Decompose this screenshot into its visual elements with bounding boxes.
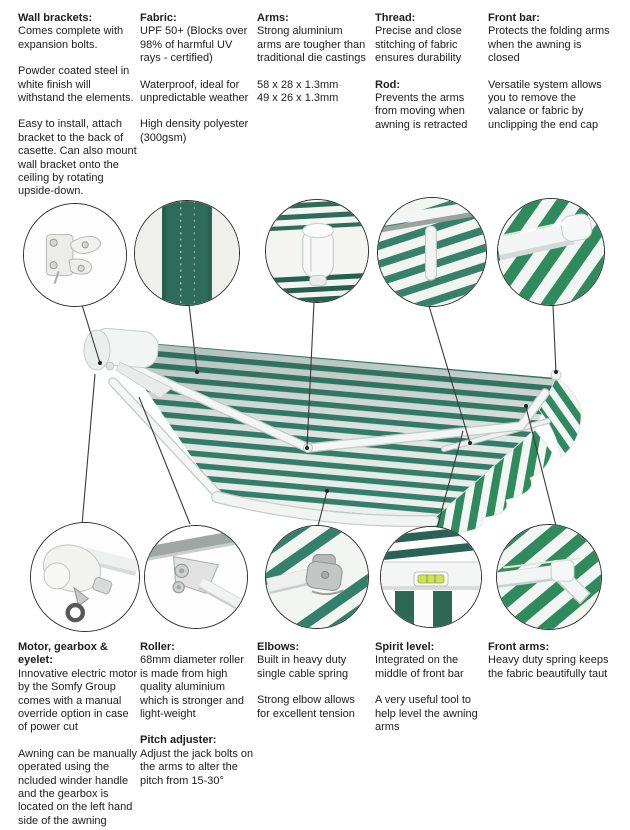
note-heading: Roller: bbox=[140, 641, 175, 653]
note-paragraph: Innovative electric motor by the Somfy Group comes with a manual override option in case of power cut bbox=[18, 667, 138, 734]
note-paragraph: Powder coated steel in white finish will withstand the elements. bbox=[18, 65, 134, 105]
motor-eyelet-photo bbox=[31, 523, 139, 631]
arm-joint-photo bbox=[266, 200, 368, 302]
callout-arm-joint bbox=[265, 199, 369, 303]
wall-bracket-photo bbox=[24, 204, 126, 306]
note-paragraph: Prevents the arms from moving when awning is retracted bbox=[375, 92, 468, 131]
note-thread-rod bbox=[375, 12, 481, 145]
note-front-bar bbox=[488, 12, 612, 145]
note-paragraph: Adjust the jack bolts on the arms to alter the pitch from 15-30° bbox=[140, 747, 254, 787]
note-paragraph: Integrated on the middle of front bar bbox=[375, 654, 464, 680]
note-heading: Rod: bbox=[375, 78, 401, 91]
rod-photo bbox=[378, 198, 486, 306]
callout-elbow-joint bbox=[265, 525, 369, 629]
callout-front-bar-endcap bbox=[497, 198, 605, 306]
note-heading: Pitch adjuster: bbox=[140, 734, 217, 747]
callout-motor-eyelet bbox=[30, 522, 140, 632]
fabric-stitching-photo bbox=[135, 201, 239, 305]
note-roller-pitch bbox=[140, 641, 254, 801]
note-paragraph: Awning can be manually operated using the ncluded winder handle and the gearbox is located on the left hand side of the awning bbox=[18, 747, 138, 827]
note-paragraph: UPF 50+ (Blocks over 98% of harmful UV rays - certified) bbox=[140, 25, 248, 65]
note-wall-brackets bbox=[18, 12, 138, 212]
elbow-joint-photo bbox=[266, 526, 368, 628]
note-paragraph: Versatile system allows you to remove the valance or fabric by unclipping the end cap bbox=[488, 78, 602, 131]
note-elbows bbox=[257, 641, 367, 734]
callout-roller bbox=[144, 525, 248, 629]
note-paragraph: Built in heavy duty single cable spring bbox=[257, 654, 349, 680]
callout-front-arm-corner bbox=[496, 524, 602, 630]
note-paragraph: Precise and close stitching of fabric ensures durability bbox=[375, 25, 462, 65]
note-heading: Thread: bbox=[375, 12, 416, 24]
note-heading: Arms: bbox=[257, 12, 289, 24]
note-fabric bbox=[140, 12, 255, 158]
note-spirit-level bbox=[375, 641, 485, 747]
callout-wall-bracket bbox=[23, 203, 127, 307]
note-paragraph: 68mm diameter roller is made from high quality aluminium which is stronger and light-weight bbox=[140, 654, 244, 721]
note-heading: Wall brackets: bbox=[18, 12, 93, 24]
note-heading: Fabric: bbox=[140, 12, 177, 24]
callout-fabric bbox=[134, 200, 240, 306]
note-heading: Front bar: bbox=[488, 12, 540, 24]
callout-rod bbox=[377, 197, 487, 307]
front-bar-endcap-photo bbox=[498, 199, 604, 305]
note-front-arms bbox=[488, 641, 618, 694]
note-paragraph: Comes complete with expansion bolts. bbox=[18, 25, 124, 51]
note-paragraph: Heavy duty spring keeps the fabric beautifully taut bbox=[488, 654, 609, 680]
note-motor-gearbox bbox=[18, 641, 138, 830]
note-heading: Front arms: bbox=[488, 641, 550, 653]
note-paragraph: A very useful tool to help level the awning arms bbox=[375, 694, 478, 734]
note-paragraph: Protects the folding arms when the awning is closed bbox=[488, 25, 610, 65]
note-paragraph: Strong aluminium arms are tougher than traditional die castings bbox=[257, 25, 366, 65]
front-arm-corner-photo bbox=[497, 525, 601, 629]
callout-spirit-level bbox=[380, 526, 482, 628]
note-paragraph: Waterproof, ideal for unpredictable weather bbox=[140, 78, 249, 105]
note-heading: Motor, gearbox & eyelet: bbox=[18, 641, 108, 667]
note-spec-line: 49 x 26 x 1.3mm bbox=[257, 92, 339, 105]
note-spec-line: 58 x 28 x 1.3mm bbox=[257, 78, 339, 91]
note-paragraph: High density polyester (300gsm) bbox=[140, 118, 249, 144]
note-heading: Spirit level: bbox=[375, 641, 435, 653]
note-heading: Elbows: bbox=[257, 641, 300, 653]
spirit-level-photo bbox=[381, 527, 481, 627]
note-paragraph: Strong elbow allows for excellent tension bbox=[257, 694, 355, 720]
roller-photo bbox=[145, 526, 247, 628]
note-paragraph: Easy to install, attach bracket to the back of casette. Can also mount wall bracket onto the ceiling by rotating upside-down. bbox=[18, 118, 137, 198]
note-arms bbox=[257, 12, 369, 105]
